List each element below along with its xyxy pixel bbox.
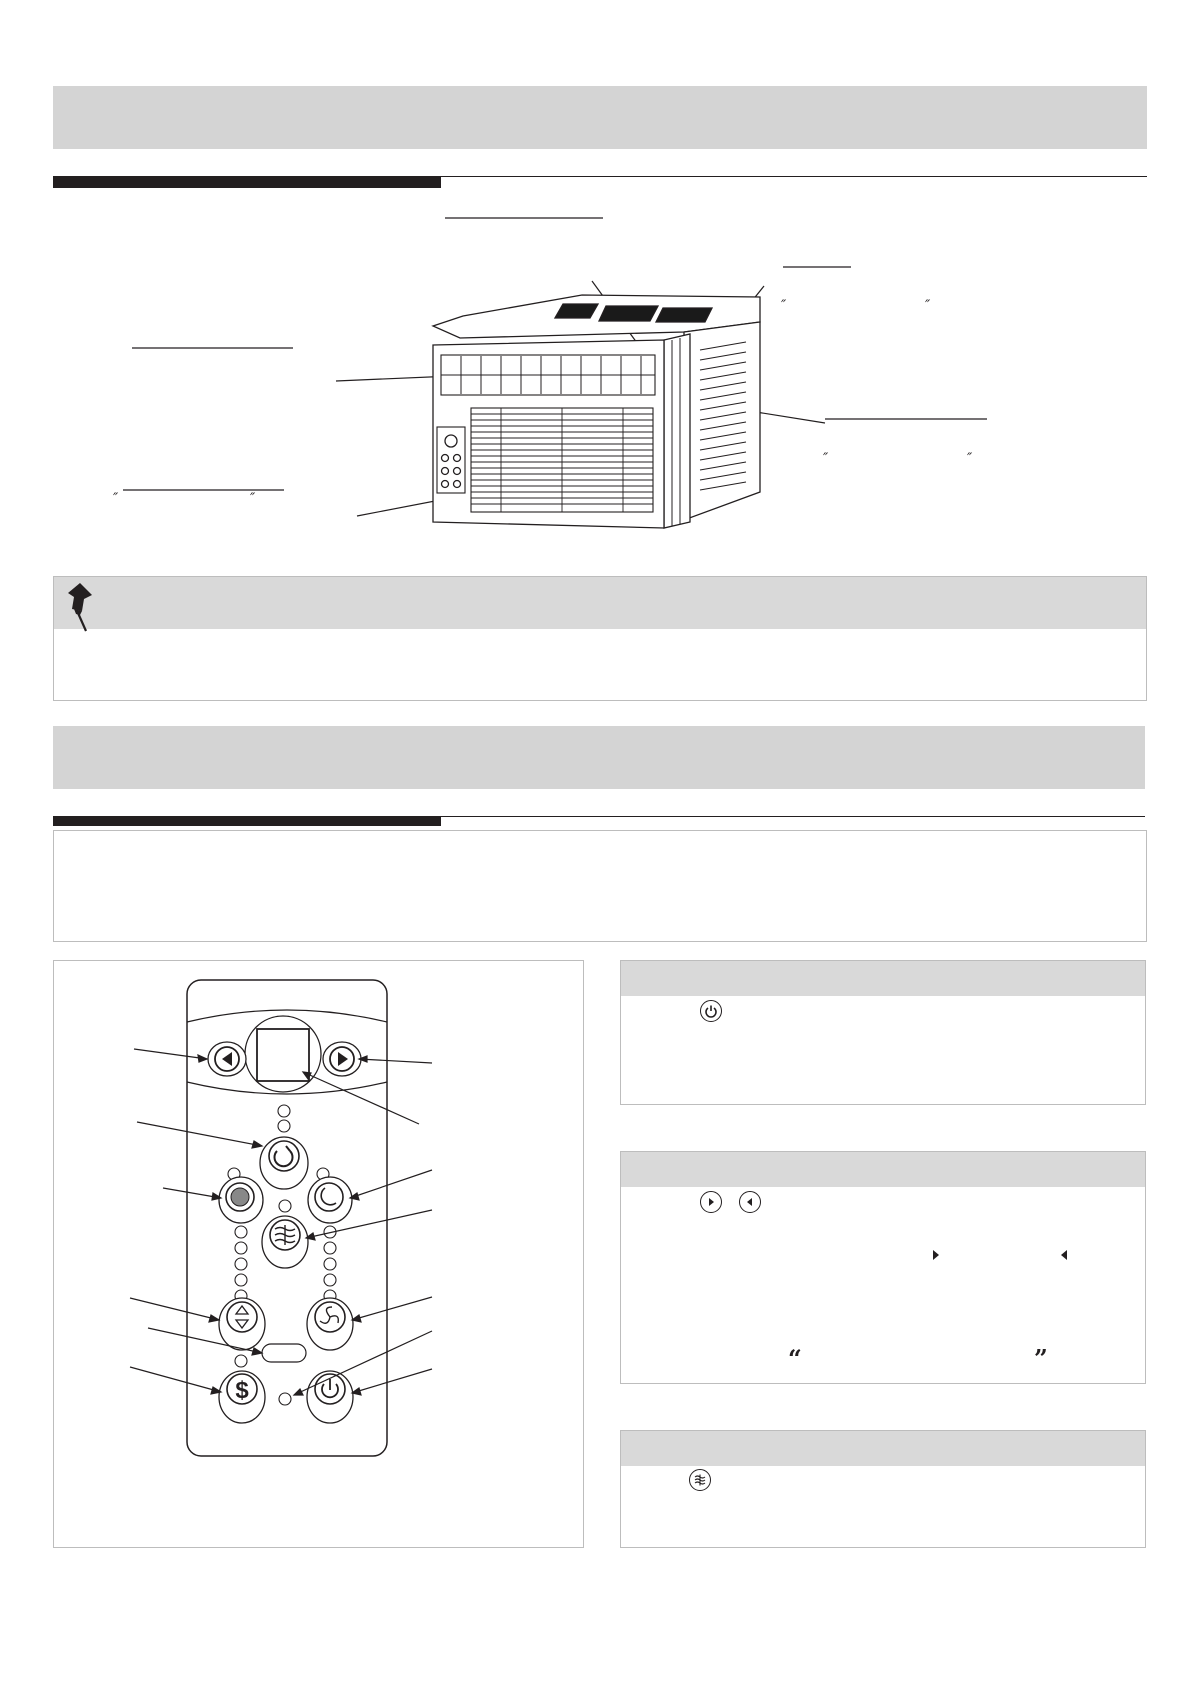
unit-label-right-open-quote: ″ bbox=[781, 298, 787, 314]
second-banner bbox=[53, 726, 1145, 789]
back-vent-open-quote: ″ bbox=[823, 451, 829, 467]
inline-left-arrow-icon bbox=[1060, 1249, 1068, 1261]
fan-mode-icon bbox=[689, 1469, 711, 1491]
air-conditioner-drawing bbox=[433, 295, 760, 528]
power-panel-header bbox=[621, 961, 1145, 996]
left-arrow-icon bbox=[739, 1191, 761, 1213]
section-rule-2-thin bbox=[53, 816, 1145, 817]
unit-label-right-close-quote: ″ bbox=[925, 298, 931, 314]
power-icon bbox=[700, 1000, 722, 1022]
right-arrow-button-drawing bbox=[323, 1042, 361, 1076]
close-quote-mark: ” bbox=[1034, 1344, 1048, 1373]
section-rule-2-thick bbox=[53, 816, 441, 826]
intro-text-box bbox=[53, 830, 1147, 942]
note-box bbox=[53, 576, 1147, 701]
back-vent-close-quote: ″ bbox=[967, 451, 973, 467]
unit-illustration bbox=[0, 0, 1192, 560]
mode-panel-header bbox=[621, 1431, 1145, 1466]
power-panel bbox=[620, 960, 1146, 1105]
svg-text:$: $ bbox=[235, 1377, 249, 1404]
front-left-close-quote: ″ bbox=[250, 491, 256, 507]
arrow-panel-header bbox=[621, 1152, 1145, 1187]
pushpin-icon bbox=[64, 579, 100, 635]
mode-panel bbox=[620, 1430, 1146, 1548]
open-quote-mark: “ bbox=[788, 1344, 802, 1373]
left-arrow-button-drawing bbox=[208, 1042, 246, 1076]
right-arrow-icon bbox=[700, 1191, 722, 1213]
control-panel-diagram bbox=[53, 960, 582, 1546]
arrow-panel bbox=[620, 1151, 1146, 1384]
note-box-header bbox=[54, 577, 1146, 629]
inline-right-arrow-icon bbox=[932, 1249, 940, 1261]
front-left-open-quote: ″ bbox=[113, 491, 119, 507]
